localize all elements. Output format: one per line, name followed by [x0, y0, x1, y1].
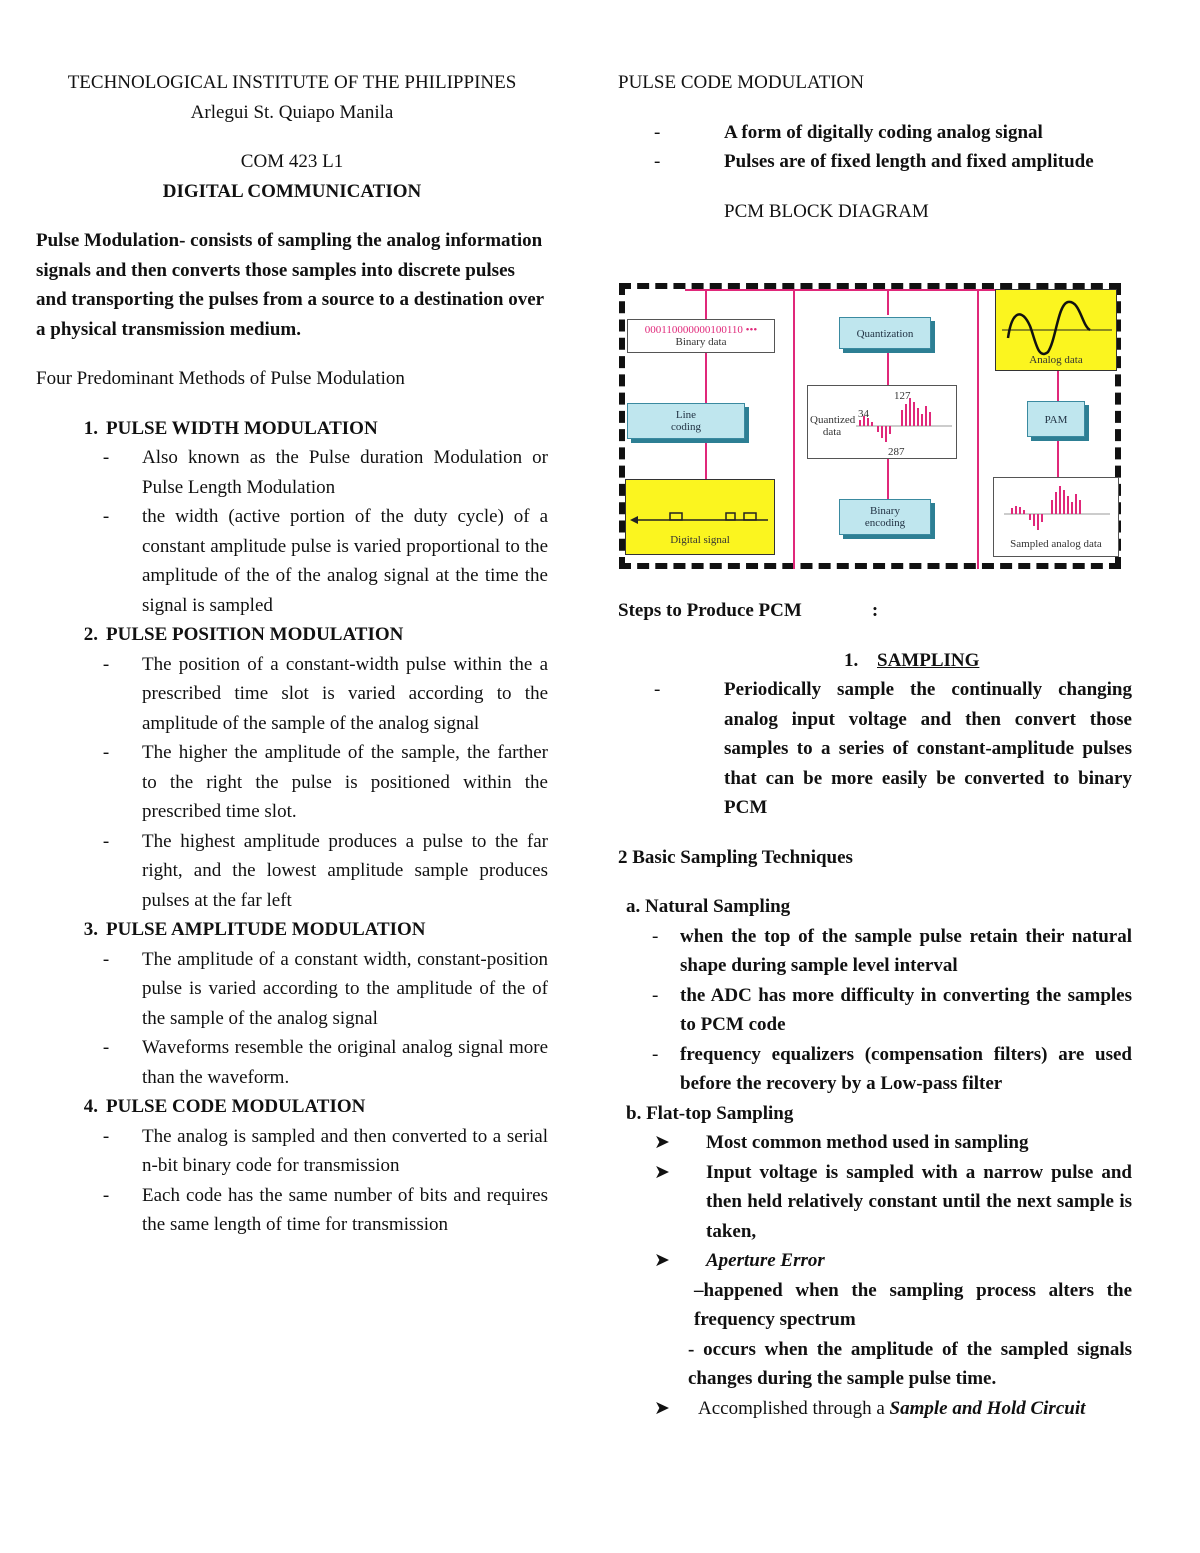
arrow-line	[887, 351, 889, 385]
diagram-title: PCM BLOCK DIAGRAM	[724, 200, 929, 222]
quantized-label-2: data	[822, 426, 842, 438]
arrow-line	[1057, 439, 1059, 477]
list-item	[618, 1040, 1132, 1099]
natural-sampling-title	[618, 892, 1132, 922]
list-item-text: Periodically sample the continually changing analog input voltage and then convert those samples to a series of constant-amplitude pulses that can be more easily be converted to binary PCM	[724, 679, 1132, 818]
list-item	[36, 443, 548, 502]
column-divider	[977, 289, 979, 569]
methods-heading: Four Predominant Methods of Pulse Modulation	[36, 368, 405, 389]
list-item	[618, 1158, 1132, 1247]
method-name: PULSE WIDTH MODULATION	[106, 417, 378, 439]
list-item-text: Pulses are of fixed length and fixed amplitude	[724, 151, 1094, 172]
quantized-value-34: 34	[858, 408, 869, 420]
list-item	[618, 118, 1132, 148]
quantized-value-287: 287	[888, 446, 905, 458]
list-item-text: The analog is sampled and then converted to a serial n-bit binary code for transmission	[142, 1125, 548, 1176]
list-item	[618, 1246, 1132, 1276]
step-1-title	[618, 646, 1132, 676]
bullet-dash: -	[102, 1037, 110, 1058]
course-code: COM 423 L1	[240, 151, 344, 172]
bullet-dash: -	[654, 679, 661, 700]
list-item	[618, 1128, 1132, 1158]
method-name: PULSE POSITION MODULATION	[106, 624, 404, 645]
arrow-bullet-icon: ➤	[654, 1132, 670, 1153]
arrow-line	[705, 353, 707, 403]
arrow-line	[705, 289, 707, 319]
method-title	[36, 915, 548, 945]
list-item-text: Input voltage is sampled with a narrow pulse and then held relatively constant until the next sample is taken,	[706, 1161, 1132, 1242]
right-column	[618, 68, 1132, 226]
binary-encoding-block	[839, 499, 931, 535]
pam-block	[1027, 401, 1085, 437]
item-name: Natural Sampling	[645, 896, 791, 917]
method-name: PULSE CODE MODULATION	[106, 1096, 366, 1117]
method-number: 2.	[83, 624, 98, 645]
analog-data-label: Analog data	[1029, 354, 1083, 366]
binary-encoding-label-2: encoding	[864, 517, 906, 529]
step-number: 1.	[844, 649, 859, 671]
line-coding-label-1: Line	[675, 409, 697, 421]
course-title: DIGITAL COMMUNICATION	[162, 180, 422, 202]
left-column	[36, 68, 548, 1240]
list-item	[36, 738, 548, 827]
list-item-text: The higher the amplitude of the sample, the farther to the right the pulse is positioned within the prescribed time slot.	[142, 742, 548, 822]
method-title	[36, 1092, 548, 1122]
quantized-stems	[808, 386, 958, 460]
digital-signal-label: Digital signal	[670, 534, 730, 546]
list-item	[618, 675, 1132, 823]
list-item	[36, 827, 548, 916]
steps-heading-line	[618, 596, 1132, 626]
arrow-line	[887, 459, 889, 499]
bullet-dash: -	[102, 1184, 110, 1206]
bullet-dash: -	[102, 506, 110, 527]
list-item-text: Most common method used in sampling	[706, 1132, 1029, 1153]
sampled-analog-label: Sampled analog data	[1010, 538, 1102, 550]
quantization-label: Quantization	[856, 328, 914, 340]
steps-heading: Steps to Produce PCM	[618, 600, 802, 621]
list-item	[618, 1394, 1132, 1424]
method-name: PULSE AMPLITUDE MODULATION	[106, 919, 426, 940]
list-item	[36, 945, 548, 1034]
bullet-dash: -	[102, 948, 110, 970]
pcm-block-diagram	[619, 283, 1121, 569]
list-item	[36, 1033, 548, 1092]
bullet-dash: -	[102, 653, 110, 675]
arrow-bullet-icon: ➤	[654, 1250, 670, 1271]
list-item-text: when the top of the sample pulse retain their natural shape during sample level interval	[680, 925, 1132, 976]
method-title	[36, 620, 548, 650]
bullet-dash: -	[652, 925, 659, 947]
list-item-text: the width (active portion of the duty cycle) of a constant amplitude pulse is varied proportional to the amplitude of the of the analog signal at the time the signal is sampled	[142, 506, 548, 616]
arrow-line	[887, 289, 889, 315]
flat-top-sampling-title	[618, 1099, 1132, 1129]
item-letter: b.	[626, 1102, 642, 1124]
column-divider	[793, 289, 795, 569]
sample-and-hold-circuit: Sample and Hold Circuit	[889, 1397, 1086, 1419]
sampling-techniques-heading: 2 Basic Sampling Techniques	[618, 846, 853, 868]
list-item-text: A form of digitally coding analog signal	[724, 121, 1043, 143]
binary-data-box	[627, 319, 775, 353]
bullet-dash: -	[102, 742, 110, 763]
list-item-text	[698, 1394, 1132, 1424]
sampled-analog-box	[993, 477, 1119, 557]
list-item	[36, 650, 548, 739]
arrow-line	[1057, 371, 1059, 401]
arrow-line	[705, 441, 707, 479]
method-number: 3.	[83, 919, 98, 940]
bullet-dash: -	[102, 830, 110, 852]
aperture-point: –happened when the sampling process alters the frequency spectrum	[694, 1279, 1132, 1330]
quantized-data-box	[807, 385, 957, 459]
bullet-dash: -	[102, 447, 110, 468]
method-title	[36, 414, 548, 444]
list-item	[36, 1122, 548, 1181]
list-item	[36, 502, 548, 620]
list-item-text: The position of a constant-width pulse within the a prescribed time slot is varied according to the amplitude of the sample of the analog signal	[142, 653, 548, 734]
arrow-bullet-icon: ➤	[654, 1161, 670, 1183]
list-item-text: Waveforms resemble the original analog signal more than the waveform.	[142, 1037, 548, 1088]
list-item-text: Also known as the Pulse duration Modulation or Pulse Length Modulation	[142, 447, 548, 498]
list-item	[618, 981, 1132, 1040]
quantized-label-1: Quantized	[810, 414, 856, 426]
list-item-text: The highest amplitude produces a pulse to the far right, and the lowest amplitude sample produces pulses at the far left	[142, 830, 548, 911]
binary-bits: 000110000000100110 •••	[644, 324, 758, 336]
intro-paragraph	[36, 226, 548, 344]
intro-term: Pulse Modulation	[36, 230, 180, 251]
arrow-bullet-icon: ➤	[654, 1397, 670, 1419]
list-item	[36, 1181, 548, 1240]
institute-name: TECHNOLOGICAL INSTITUTE OF THE PHILIPPINES	[67, 72, 517, 93]
pam-label: PAM	[1044, 414, 1068, 426]
institute-address: Arlegui St. Quiapo Manila	[190, 101, 394, 123]
bullet-dash: -	[654, 121, 661, 143]
list-item-text: The amplitude of a constant width, constant-position pulse is varied according to the amplitude of the of the sample of the analog signal	[142, 948, 548, 1029]
bullet-dash: -	[102, 1125, 110, 1147]
aperture-point: - occurs when the amplitude of the sampled signals changes during the sample pulse time.	[688, 1338, 1132, 1389]
line-coding-block	[627, 403, 745, 439]
binary-encoding-label-1: Binary	[870, 505, 900, 517]
bullet-dash: -	[654, 151, 661, 172]
list-item	[618, 922, 1132, 981]
analog-data-box	[995, 289, 1117, 371]
list-item	[618, 147, 1132, 177]
binary-data-label: Binary data	[675, 336, 727, 348]
method-number: 4.	[83, 1096, 98, 1117]
pcm-heading: PULSE CODE MODULATION	[618, 72, 864, 93]
item-name: Flat-top Sampling	[646, 1102, 794, 1124]
method-number: 1.	[83, 417, 98, 439]
quantized-value-127: 127	[894, 390, 911, 402]
intro-definition: - consists of sampling the analog information signals and then converts those samples into discrete pulses and transporting the pulses from a source to a destination over a physical transmission medium.	[36, 230, 544, 340]
digital-signal-box	[625, 479, 775, 555]
line-coding-label-2: coding	[671, 421, 701, 433]
right-column-lower	[618, 596, 1132, 1423]
accomplished-text: Accomplished through a	[698, 1397, 885, 1419]
aperture-error-title: Aperture Error	[706, 1250, 825, 1271]
list-item-text: frequency equalizers (compensation filters) are used before the recovery by a Low-pass filter	[680, 1043, 1132, 1094]
list-item-text: the ADC has more difficulty in converting the samples to PCM code	[680, 984, 1132, 1035]
quantization-block	[839, 317, 931, 349]
bullet-dash: -	[652, 984, 659, 1006]
item-letter: a.	[626, 896, 641, 917]
step-name: SAMPLING	[877, 649, 980, 671]
steps-colon: :	[871, 600, 879, 621]
list-item-text: Each code has the same number of bits and requires the same length of time for transmission	[142, 1184, 548, 1235]
bullet-dash: -	[652, 1043, 659, 1065]
